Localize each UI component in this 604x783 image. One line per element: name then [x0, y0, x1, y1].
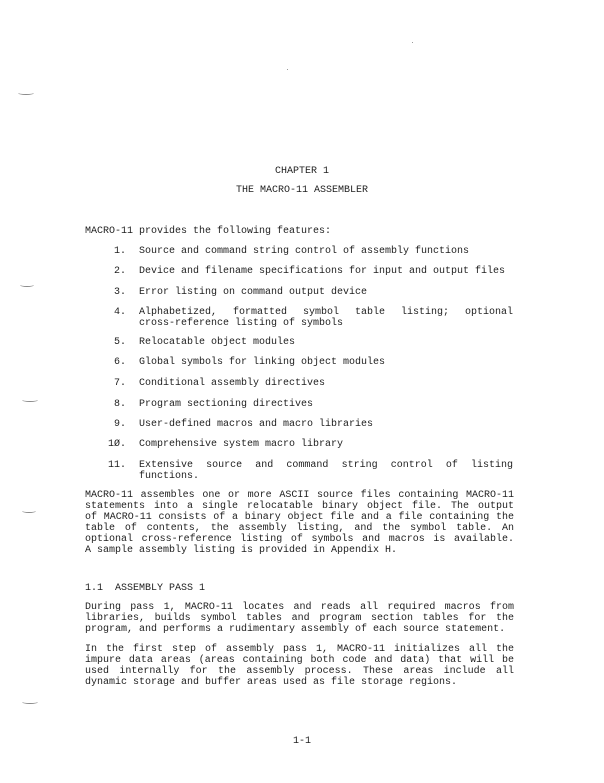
list-item-number: 3.: [113, 287, 126, 298]
paragraph-line: During pass 1, MACRO-11 locates and reads all required macros from: [85, 602, 514, 613]
paragraph-line: program, and performs a rudimentary assembly of each source statement.: [85, 624, 506, 635]
paragraph-line: optional cross-reference listing of symbols and macros is available.: [85, 534, 514, 545]
chapter-label: CHAPTER 1: [274, 166, 329, 177]
list-item-text: Extensive source and command string control of listing: [139, 460, 513, 471]
section-heading: 1.1 ASSEMBLY PASS 1: [85, 583, 206, 594]
paragraph-line: In the first step of assembly pass 1, MACRO-11 initializes all the: [85, 644, 514, 655]
list-item-number: 1Ø.: [107, 439, 126, 450]
list-item-text: Source and command string control of assembly functions: [139, 246, 470, 257]
list-item-number: 7.: [113, 378, 126, 389]
list-item-text: Device and filename specifications for input and output files: [139, 266, 506, 277]
list-item-number: 11.: [107, 460, 126, 471]
list-item-text: Program sectioning directives: [139, 399, 314, 410]
list-item-number: 1.: [113, 246, 126, 257]
list-item-text: Error listing on command output device: [139, 287, 368, 298]
list-item-number: 6.: [113, 357, 126, 368]
list-item-number: 9.: [113, 419, 126, 430]
scan-speck: [412, 42, 413, 43]
scan-speck: [287, 69, 288, 70]
scan-mark: [22, 700, 38, 704]
list-item-text: Relocatable object modules: [139, 337, 296, 348]
paragraph-line: statements into a single relocatable binary object file. The output: [85, 501, 514, 512]
list-item-number: 4.: [113, 307, 126, 318]
chapter-title: THE MACRO-11 ASSEMBLER: [235, 185, 369, 196]
paragraph-line: used internally for the assembly process. These areas include all: [85, 666, 514, 677]
paragraph-line: of MACRO-11 consists of a binary object file and a file containing the: [85, 512, 514, 523]
page-number: 1-1: [292, 736, 311, 747]
list-item-text: Alphabetized, formatted symbol table listing; optional: [139, 307, 513, 318]
paragraph-line: MACRO-11 assembles one or more ASCII source files containing MACRO-11: [85, 490, 514, 501]
list-item-text-continued: cross-reference listing of symbols: [139, 318, 344, 329]
list-item-number: 8.: [113, 399, 126, 410]
list-item-number: 2.: [113, 266, 126, 277]
intro-text: MACRO-11 provides the following features:: [85, 226, 332, 237]
scan-mark: [20, 283, 34, 287]
paragraph-line: dynamic storage and buffer areas used as file storage regions.: [85, 677, 458, 688]
list-item-text: Comprehensive system macro library: [139, 439, 344, 450]
list-item-text-continued: functions.: [139, 471, 200, 482]
paragraph-line: impure data areas (areas containing both code and data) that will be: [85, 655, 514, 666]
paragraph-line: libraries, builds symbol tables and program section tables for the: [85, 613, 514, 624]
list-item-text: Global symbols for linking object modules: [139, 357, 386, 368]
scan-mark: [22, 398, 38, 402]
list-item-text: Conditional assembly directives: [139, 378, 326, 389]
paragraph-line: A sample assembly listing is provided in Appendix H.: [85, 545, 398, 556]
paragraph-line: table of contents, the assembly listing, and the symbol table. An: [85, 523, 514, 534]
scan-mark: [22, 509, 36, 513]
scan-mark: [18, 91, 34, 95]
list-item-number: 5.: [113, 337, 126, 348]
list-item-text: User-defined macros and macro libraries: [139, 419, 374, 430]
